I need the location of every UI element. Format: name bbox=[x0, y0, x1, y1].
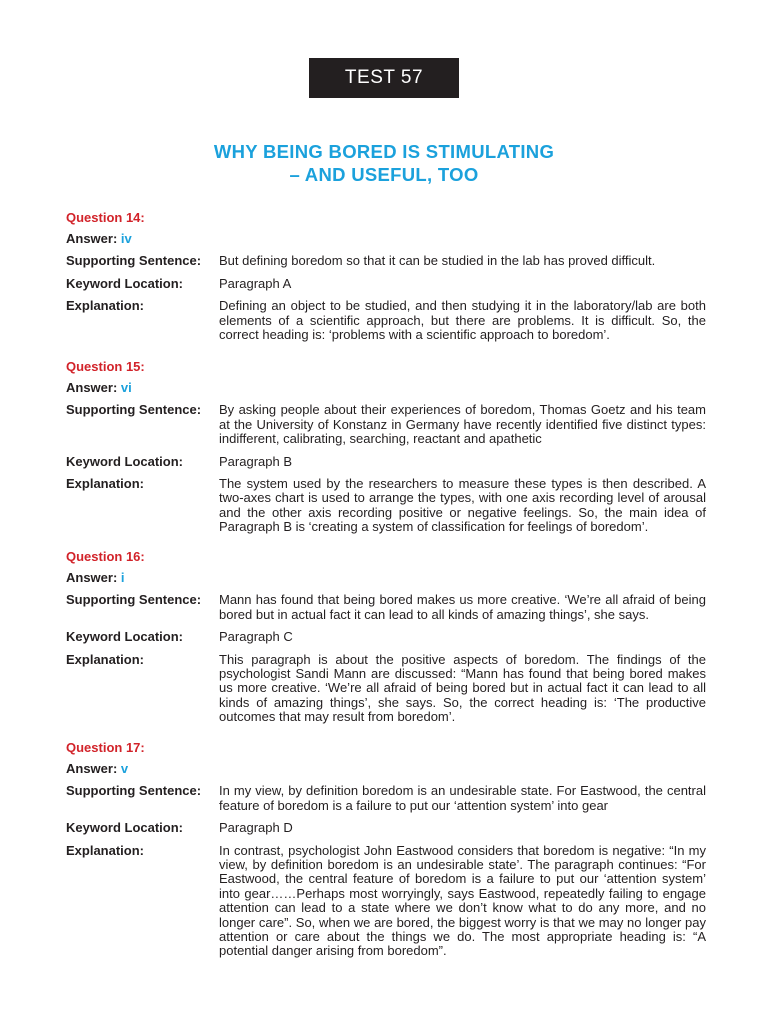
supporting-text: By asking people about their experiences of boredom, Thomas Goetz and his team at the University of Konstanz in Germany have recently identified five distinct types: indifferent, calibrating, searching, reactant and apathetic bbox=[219, 402, 706, 447]
answer-value: iv bbox=[120, 231, 132, 246]
answer-label: Answer: bbox=[66, 231, 118, 246]
answer-row bbox=[66, 381, 706, 395]
question-block-14 bbox=[66, 210, 706, 342]
keyword-row bbox=[66, 630, 706, 644]
test-badge: TEST 57 bbox=[309, 58, 459, 98]
supporting-row bbox=[66, 784, 706, 813]
answer-row bbox=[66, 232, 706, 246]
answer-label: Answer: bbox=[66, 570, 118, 585]
explanation-row bbox=[66, 653, 706, 725]
explanation-row bbox=[66, 477, 706, 535]
supporting-row bbox=[66, 593, 706, 622]
keyword-text: Paragraph C bbox=[219, 629, 293, 645]
keyword-label: Keyword Location: bbox=[66, 820, 184, 836]
question-block-15 bbox=[66, 359, 706, 535]
answer-value: vi bbox=[120, 380, 132, 395]
question-title: Question 15: bbox=[66, 359, 145, 374]
question-block-17 bbox=[66, 740, 706, 959]
title-line-1: WHY BEING BORED IS STIMULATING bbox=[213, 141, 555, 162]
supporting-label: Supporting Sentence: bbox=[66, 783, 202, 799]
keyword-row bbox=[66, 821, 706, 835]
supporting-row bbox=[66, 254, 706, 268]
answer-label: Answer: bbox=[66, 380, 118, 395]
supporting-row bbox=[66, 403, 706, 446]
keyword-row bbox=[66, 455, 706, 469]
supporting-label: Supporting Sentence: bbox=[66, 253, 202, 269]
answer-row bbox=[66, 571, 706, 585]
answer-row bbox=[66, 762, 706, 776]
question-title: Question 16: bbox=[66, 549, 145, 564]
explanation-text: This paragraph is about the positive aspects of boredom. The findings of the psychologist Sandi Mann are discussed: “Mann has found that being bored makes us more creative. ‘We’re all afraid of being bored but in actual fact it can lead to all kinds of amazing things’, she says. So, the correct heading is: ‘The productive outcomes that may result from boredom’. bbox=[219, 651, 706, 725]
question-block-16 bbox=[66, 549, 706, 725]
title-line-2: – AND USEFUL, TOO bbox=[289, 164, 479, 185]
page-title bbox=[0, 140, 768, 186]
explanation-text: In contrast, psychologist John Eastwood considers that boredom is negative: “In my view, by definition boredom is an undesirable state’. The paragraph continues: “For Eastwood, the central feature of boredom is a failure to put our ‘attention system’ into gear……Perhaps most worryingly, says Eastwood, repeatedly failing to engage attention can lead to a state where we don’t know what to do any more, and no longer care”. So, when we are bored, the biggest worry is that we may no longer pay attention or care about the things we do. The most appropriate heading is: “A potential danger arising from boredom”. bbox=[219, 842, 706, 959]
answer-value: i bbox=[120, 570, 125, 585]
explanation-row bbox=[66, 299, 706, 342]
keyword-text: Paragraph D bbox=[219, 820, 293, 836]
explanation-text: The system used by the researchers to measure these types is then described. A two-axes chart is used to arrange the types, with one axis recording level of arousal and the other axis recording positive or negative feelings. So, the main idea of Paragraph B is ‘creating a system of classification for feelings of boredom’. bbox=[219, 476, 706, 535]
supporting-text: In my view, by definition boredom is an undesirable state. For Eastwood, the central feature of boredom is a failure to put our ‘attention system’ into gear bbox=[219, 783, 706, 813]
supporting-label: Supporting Sentence: bbox=[66, 592, 202, 608]
question-title: Question 17: bbox=[66, 740, 145, 755]
explanation-label: Explanation: bbox=[66, 651, 145, 667]
explanation-text: Defining an object to be studied, and then studying it in the laboratory/lab are both elements of a scientific approach, but there are problems. It is difficult. So, the correct heading is: ‘problems with a scientific approach to boredom’. bbox=[219, 298, 706, 343]
keyword-label: Keyword Location: bbox=[66, 453, 184, 469]
answer-label: Answer: bbox=[66, 761, 118, 776]
keyword-label: Keyword Location: bbox=[66, 275, 184, 291]
keyword-text: Paragraph B bbox=[219, 453, 292, 469]
explanation-label: Explanation: bbox=[66, 476, 145, 492]
explanation-label: Explanation: bbox=[66, 298, 145, 314]
keyword-label: Keyword Location: bbox=[66, 629, 184, 645]
keyword-row bbox=[66, 277, 706, 291]
keyword-text: Paragraph A bbox=[219, 275, 292, 291]
supporting-text: But defining boredom so that it can be studied in the lab has proved difficult. bbox=[219, 253, 656, 269]
supporting-text: Mann has found that being bored makes us more creative. ‘We’re all afraid of being bored but in actual fact it can lead to all kinds of amazing things’, she says. bbox=[219, 592, 706, 622]
supporting-label: Supporting Sentence: bbox=[66, 402, 202, 418]
explanation-label: Explanation: bbox=[66, 842, 145, 858]
explanation-row bbox=[66, 844, 706, 959]
answer-value: v bbox=[120, 761, 129, 776]
question-title: Question 14: bbox=[66, 210, 145, 225]
